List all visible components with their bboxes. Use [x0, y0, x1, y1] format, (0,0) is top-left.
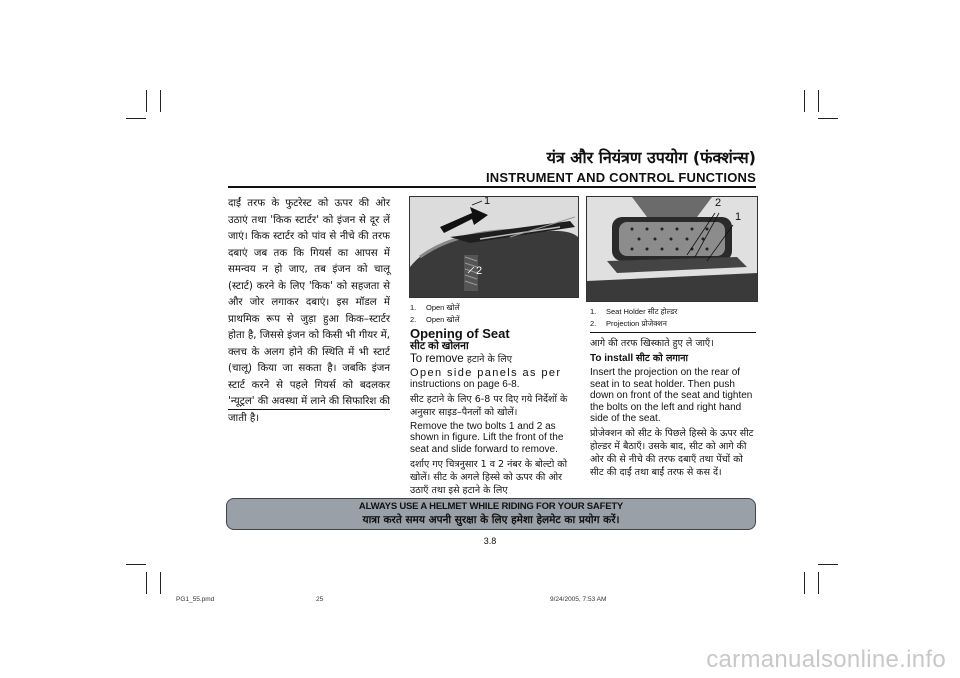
crop-mark [804, 90, 805, 112]
install-text-hindi: प्रोजेक्शन को सीट के पिछले हिस्से के ऊपर सीट होल्डर में बैठाएँ। उसके बाद, सीट को आगे की ओर की से नीचे की तरफ दबाएँ तथा पेंचों को सीट की दाईं तथा बाईं तरफ से कस दें। [590, 427, 754, 478]
figure2-callout-1: 1 [735, 211, 742, 223]
subheading: To remove हटाने के लिए [410, 352, 512, 365]
instruction-text-hindi: सीट हटाने के लिए 6-8 पर दिए गये निर्देशों के अनुसार साइड–पैनलों को खोलें। [410, 393, 568, 418]
crop-mark [146, 572, 147, 594]
footer-page: 25 [316, 596, 324, 603]
caption-item: 1. Seat Holder सीट होल्डर [590, 307, 678, 316]
safety-banner-hindi: यात्रा करते समय अपनी सुरक्षा के लिए हमेशा हेलमेट का प्रयोग करें। [362, 514, 620, 526]
figure2-captions [590, 306, 677, 330]
caption-divider [590, 332, 756, 333]
seat-bolts-photo [409, 196, 579, 298]
figure2-callout-2: 2 [715, 197, 722, 209]
crop-mark [146, 90, 147, 112]
figure1-callout-2: 2 [476, 265, 483, 277]
footer-file: PG1_55.pmd [176, 596, 215, 603]
safety-banner [226, 498, 756, 530]
page-number: 3.8 [483, 536, 497, 546]
title-divider [228, 186, 756, 188]
page-title-english: INSTRUMENT AND CONTROL FUNCTIONS [486, 170, 756, 185]
seat-holder-illustration [587, 197, 757, 301]
continued-text-hindi: आगे की तरफ खिस्काते हुए ले जाएँ। [590, 338, 714, 349]
column-divider [228, 409, 390, 410]
instruction-text: Open side panels as per instructions on page 6-8. [410, 366, 562, 391]
install-text: Insert the projection on the rear of seat in to seat holder. Then push down on front of the seat and tighten the bolts on the left and right hand side of the seat. [590, 367, 753, 425]
kick-starter-paragraph: दाईं तरफ के फुटरेस्ट को ऊपर की ओर उठाएं तथा 'किक स्टार्टर' को इंजन से दूर लें जाएं। किक स्टार्टर को पांव से नीचे की तरफ दबाएं जब तक कि गियर्स का आपस में समन्वय न हो जाए, तब इंजन को चालू (स्टार्ट) करने के लिए 'किक' को सहजता से और जोर लगाकर दबाएं। इस मॉडल में प्राथमिक रूप से जुड़ा हुआ किक–स्टार्टर होता है, जिससे इंजन को किसी भी गीयर में, क्लच के अलग होने की स्थिति में भी स्टार्ट (चालू) किया जा सकता है। जबकि इंजन स्टार्ट करने से पहले गियर्स को बदलकर 'न्यूट्रल' की अवस्था में लाने की सिफारिश की जाती है। [228, 198, 391, 424]
caption-item: 2. Projection प्रोजेक्शन [590, 319, 667, 328]
seat-holder-photo [586, 196, 758, 302]
section-heading-hindi: सीट को खोलना [410, 340, 469, 352]
watermark: carmanualsonline.info [706, 646, 946, 673]
crop-mark [160, 572, 161, 594]
seat-install-section [590, 337, 756, 481]
caption-item: 1. Open खोलें [410, 303, 460, 312]
caption-item: 2. Open खोलें [410, 315, 460, 324]
crop-mark [818, 118, 838, 119]
page-title-hindi: यंत्र और नियंत्रण उपयोग (फंक्शंन्स) [546, 148, 756, 167]
bolts-text-hindi: दर्शाए गए चित्रनुसार 1 व 2 नंबर के बोल्टो को खोलें। सीट के अगले हिस्से को ऊपर की ओर उठाएँ तथा इसे हटाने के लिए [410, 458, 568, 496]
crop-mark [160, 90, 161, 112]
seat-opening-section [410, 326, 574, 499]
crop-mark [818, 564, 838, 565]
safety-banner-english: ALWAYS USE A HELMET WHILE RIDING FOR YOUR SAFETY [358, 501, 624, 512]
crop-mark [126, 564, 146, 565]
crop-mark [818, 572, 819, 594]
crop-mark [126, 118, 146, 119]
crop-mark [818, 90, 819, 112]
figure1-captions [410, 302, 460, 326]
footer-datetime: 9/24/2005, 7:53 AM [550, 596, 607, 603]
crop-mark [804, 572, 805, 594]
motorcycle-rear-illustration [410, 197, 578, 297]
section-heading: Opening of Seat [410, 326, 510, 341]
bolts-text: Remove the two bolts 1 and 2 as shown in figure. Lift the front of the seat and slide forward to remove. [410, 420, 564, 455]
figure1-callout-1: 1 [484, 196, 491, 207]
install-heading: To install सीट को लगाना [590, 353, 688, 364]
